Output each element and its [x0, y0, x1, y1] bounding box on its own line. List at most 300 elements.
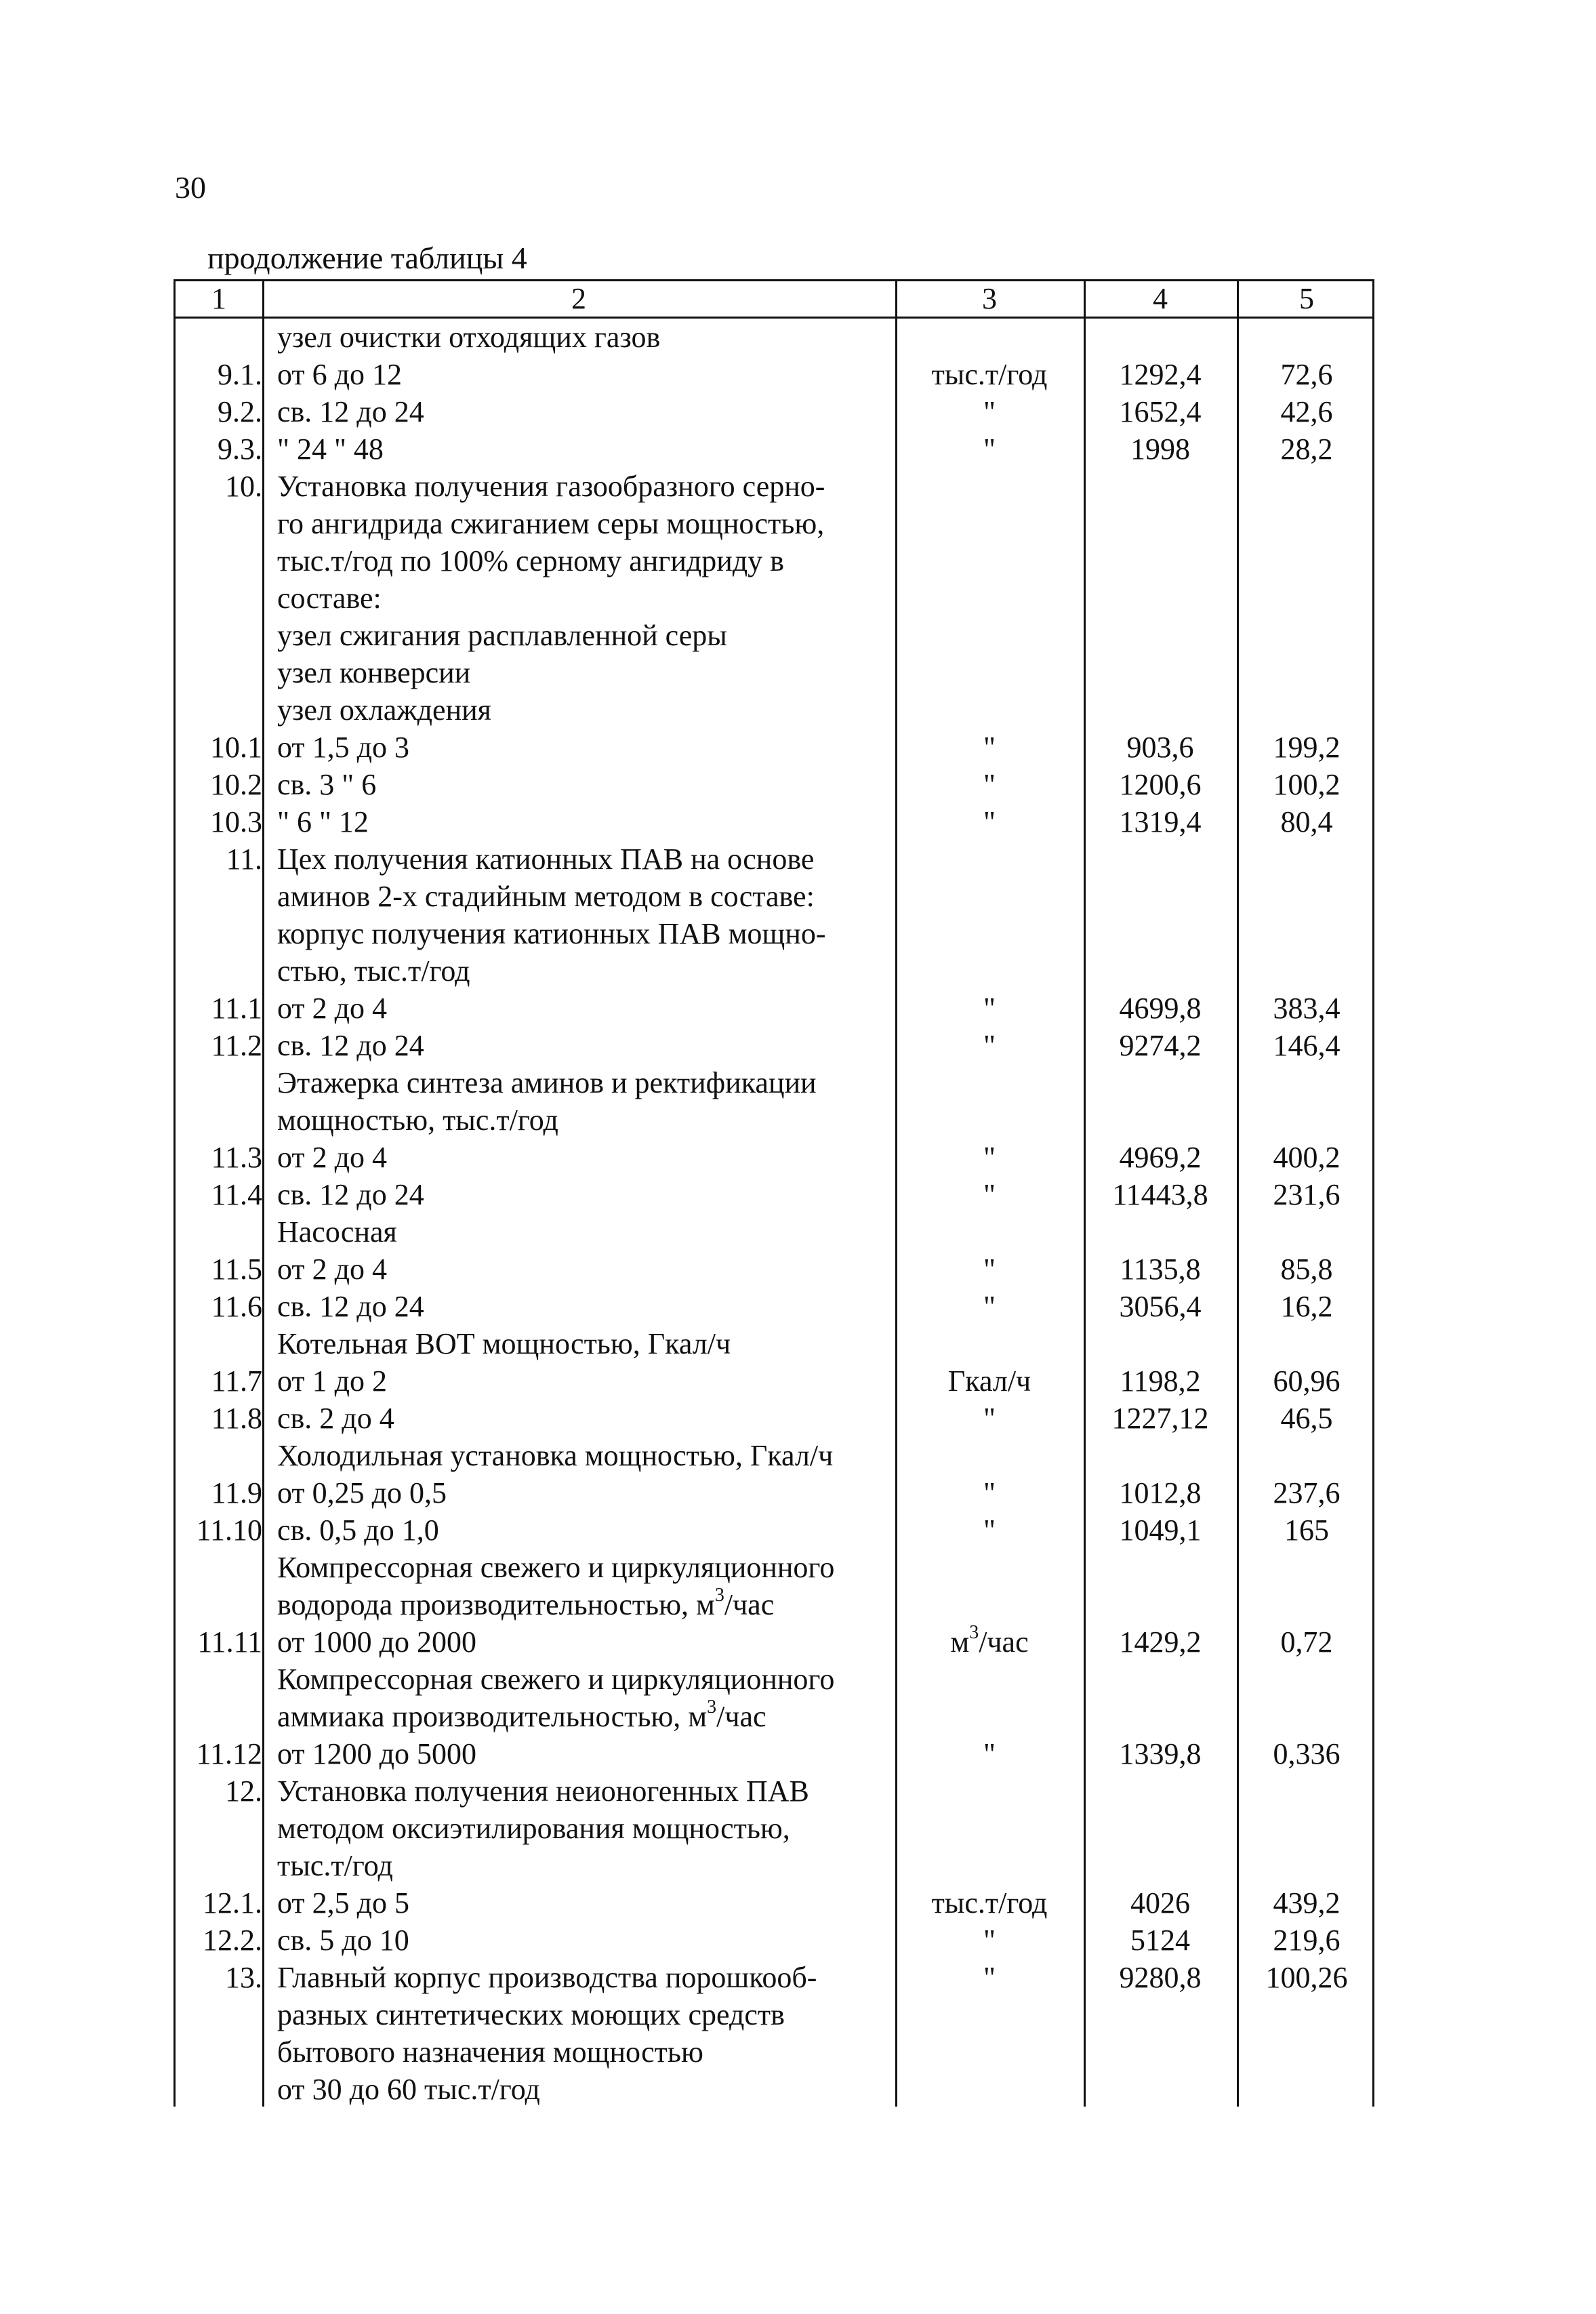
row-name: узел сжигания расплавленной серы [277, 619, 727, 652]
row-value-5 [1237, 1772, 1376, 1810]
row-unit [895, 952, 1084, 990]
superscript: 3 [969, 1622, 979, 1644]
row-name: Установка получения неионогенных ПАВ [277, 1774, 809, 1808]
row-unit [895, 1064, 1084, 1101]
table-row [176, 1996, 1372, 2033]
table-row [176, 915, 1372, 952]
row-value-5 [1237, 580, 1376, 617]
row-unit [895, 1549, 1084, 1586]
row-value-5: 60,96 [1273, 1364, 1341, 1398]
row-number: 11.6 [211, 1290, 262, 1323]
row-unit: " [983, 1029, 996, 1062]
row-unit [895, 1847, 1084, 1884]
row-value-5: 100,2 [1273, 768, 1341, 801]
row-unit [895, 1325, 1084, 1362]
row-unit: " [983, 1178, 996, 1211]
row-number: 9.3. [218, 432, 262, 466]
row-number: 12.1. [203, 1886, 262, 1920]
row-unit: " [983, 1476, 996, 1509]
row-value-4 [1084, 1325, 1237, 1362]
row-unit: " [983, 768, 996, 801]
row-value-5 [1237, 505, 1376, 542]
row-value-4 [1084, 1661, 1237, 1698]
row-value-4 [1084, 952, 1237, 990]
row-name: Главный корпус производства порошкооб- [277, 1961, 817, 1994]
row-value-5: 199,2 [1273, 731, 1341, 764]
row-value-4 [1084, 1586, 1237, 1623]
table-row [176, 1325, 1372, 1362]
row-name: " 24 " 48 [277, 432, 384, 466]
table-row [176, 878, 1372, 915]
row-value-4: 1319,4 [1119, 805, 1202, 838]
row-name: св. 2 до 4 [277, 1402, 394, 1435]
row-value-4 [1084, 878, 1237, 915]
row-name: от 2 до 4 [277, 992, 388, 1025]
row-unit: тыс.т/год [931, 358, 1048, 391]
row-value-4: 1200,6 [1119, 768, 1202, 801]
row-number [176, 505, 262, 542]
row-unit: " [983, 395, 996, 428]
row-name: Котельная ВОТ мощностью, Гкал/ч [277, 1327, 731, 1360]
row-value-4: 9280,8 [1119, 1961, 1202, 1994]
row-number: 11.4 [211, 1178, 262, 1211]
row-value-4 [1084, 2071, 1237, 2108]
row-number: 12.2. [203, 1924, 262, 1957]
row-unit: " [983, 1141, 996, 1174]
row-number [176, 1213, 262, 1251]
table-row [176, 1772, 1372, 1810]
row-value-4 [1084, 840, 1237, 878]
table-row [176, 654, 1372, 691]
row-unit [895, 319, 1084, 356]
row-value-5: 400,2 [1273, 1141, 1341, 1174]
row-value-5 [1237, 952, 1376, 990]
row-number [176, 542, 262, 580]
row-value-5 [1237, 617, 1376, 654]
table-row [176, 2071, 1372, 2108]
row-unit [895, 1810, 1084, 1847]
row-name: Холодильная установка мощностью, Гкал/ч [277, 1439, 834, 1472]
row-value-5 [1237, 319, 1376, 356]
row-value-4: 1049,1 [1119, 1514, 1202, 1547]
row-number [176, 319, 262, 356]
row-value-4 [1084, 654, 1237, 691]
row-name: св. 3 " 6 [277, 768, 377, 801]
table-row [176, 1586, 1372, 1623]
row-name: корпус получения катионных ПАВ мощно- [277, 917, 826, 950]
table-row [176, 990, 1372, 1027]
row-value-4 [1084, 691, 1237, 729]
table-row [176, 1362, 1372, 1400]
row-value-5: 383,4 [1273, 992, 1341, 1025]
table-row [176, 393, 1372, 430]
header-col-5: 5 [1299, 282, 1314, 315]
row-value-5: 85,8 [1280, 1253, 1333, 1286]
row-number: 10.3 [210, 805, 262, 838]
table-row [176, 1101, 1372, 1139]
row-number [176, 617, 262, 654]
row-value-4: 1339,8 [1119, 1737, 1202, 1770]
row-number: 12. [225, 1774, 262, 1808]
row-name: от 30 до 60 тыс.т/год [277, 2073, 540, 2106]
row-value-5: 46,5 [1280, 1402, 1333, 1435]
row-number [176, 2033, 262, 2071]
row-unit: " [983, 731, 996, 764]
row-value-4 [1084, 542, 1237, 580]
row-value-5 [1237, 1325, 1376, 1362]
row-value-5 [1237, 1101, 1376, 1139]
table-row [176, 1735, 1372, 1772]
table-row [176, 1810, 1372, 1847]
row-number [176, 1996, 262, 2033]
row-value-4: 903,6 [1126, 731, 1194, 764]
row-value-5: 231,6 [1273, 1178, 1341, 1211]
table-row [176, 430, 1372, 468]
table-row [176, 840, 1372, 878]
row-name: от 0,25 до 0,5 [277, 1476, 447, 1509]
row-unit: " [983, 805, 996, 838]
row-value-5: 0,72 [1280, 1625, 1333, 1659]
row-unit: $м^3$/час [950, 1622, 1029, 1659]
table-row [176, 766, 1372, 803]
row-name: от 6 до 12 [277, 358, 403, 391]
row-unit: " [983, 992, 996, 1025]
header-col-1: 1 [211, 282, 226, 315]
row-value-5: 80,4 [1280, 805, 1333, 838]
row-value-5 [1237, 2033, 1376, 2071]
table-row [176, 542, 1372, 580]
row-name: узел конверсии [277, 656, 471, 689]
row-name: Компрессорная свежего и циркуляционного [277, 1551, 835, 1584]
table-caption: продолжение таблицы 4 [207, 241, 527, 275]
row-name: от 2 до 4 [277, 1141, 388, 1174]
row-name: разных синтетических моющих средств [277, 1998, 785, 2031]
row-name: узел очистки отходящих газов [277, 321, 661, 354]
row-value-5: 16,2 [1280, 1290, 1333, 1323]
row-name: св. 0,5 до 1,0 [277, 1514, 439, 1547]
row-value-4 [1084, 617, 1237, 654]
row-value-4: 11443,8 [1112, 1178, 1208, 1211]
table-row [176, 319, 1372, 356]
row-value-5 [1237, 1810, 1376, 1847]
row-name: св. 12 до 24 [277, 1290, 424, 1323]
row-unit [895, 617, 1084, 654]
row-name: от 1 до 2 [277, 1364, 388, 1398]
table-row [176, 1474, 1372, 1511]
row-value-5: 219,6 [1273, 1924, 1341, 1957]
row-number [176, 1101, 262, 1139]
table-row [176, 1847, 1372, 1884]
row-unit [895, 1661, 1084, 1698]
table-row [176, 2033, 1372, 2071]
row-value-4 [1084, 468, 1237, 505]
table-row [176, 1959, 1372, 1996]
row-name: водорода производительностью, $м^3$/час [277, 1585, 775, 1621]
row-number [176, 1586, 262, 1623]
row-value-5 [1237, 654, 1376, 691]
row-value-4: 1012,8 [1119, 1476, 1202, 1509]
row-number [176, 1847, 262, 1884]
row-number: 10.2 [210, 768, 262, 801]
table-row [176, 1251, 1372, 1288]
row-value-4 [1084, 1996, 1237, 2033]
row-name: составе: [277, 582, 382, 615]
row-name: мощностью, тыс.т/год [277, 1103, 558, 1137]
table-row [176, 1884, 1372, 1922]
row-value-4 [1084, 1810, 1237, 1847]
row-unit [895, 1213, 1084, 1251]
header-col-2: 2 [571, 282, 586, 315]
table-header-row [176, 281, 1372, 319]
row-value-5 [1237, 691, 1376, 729]
row-value-5 [1237, 1437, 1376, 1474]
table-row [176, 1661, 1372, 1698]
row-value-5 [1237, 1549, 1376, 1586]
row-value-5 [1237, 1586, 1376, 1623]
row-value-4 [1084, 1772, 1237, 1810]
table-row [176, 1437, 1372, 1474]
row-value-4: 4699,8 [1119, 992, 1202, 1025]
row-name: го ангидрида сжиганием серы мощностью, [277, 507, 825, 540]
row-value-4: 4969,2 [1119, 1141, 1202, 1174]
row-value-4: 1652,4 [1119, 395, 1202, 428]
row-number [176, 2071, 262, 2108]
table-row [176, 803, 1372, 840]
row-number [176, 1698, 262, 1735]
row-name: методом оксиэтилирования мощностью, [277, 1812, 790, 1845]
row-value-4: 1429,2 [1119, 1625, 1202, 1659]
row-unit: " [983, 1290, 996, 1323]
row-unit [895, 840, 1084, 878]
row-value-5: 100,26 [1265, 1961, 1348, 1994]
row-value-5: 0,336 [1273, 1737, 1341, 1770]
row-value-5: 439,2 [1273, 1886, 1341, 1920]
row-number: 11.11 [197, 1625, 262, 1659]
row-value-5 [1237, 915, 1376, 952]
row-value-5 [1237, 878, 1376, 915]
row-name: от 1,5 до 3 [277, 731, 410, 764]
row-unit [895, 878, 1084, 915]
table-row [176, 1027, 1372, 1064]
table-row [176, 1288, 1372, 1325]
row-value-4: 1198,2 [1120, 1364, 1201, 1398]
row-value-5 [1237, 1847, 1376, 1884]
table-row [176, 468, 1372, 505]
row-value-5 [1237, 1996, 1376, 2033]
row-unit [895, 654, 1084, 691]
table-row [176, 356, 1372, 393]
header-col-4: 4 [1153, 282, 1168, 315]
row-unit [895, 1101, 1084, 1139]
row-number [176, 691, 262, 729]
row-value-5: 28,2 [1280, 432, 1333, 466]
row-value-4 [1084, 1847, 1237, 1884]
row-unit [895, 505, 1084, 542]
row-unit [895, 468, 1084, 505]
superscript: 3 [707, 1697, 717, 1718]
row-name: от 2,5 до 5 [277, 1886, 410, 1920]
row-number: 10. [225, 470, 262, 503]
header-col-3: 3 [982, 282, 997, 315]
row-unit: " [983, 432, 996, 466]
row-number [176, 952, 262, 990]
row-value-5 [1237, 2071, 1376, 2108]
row-name: Цех получения катионных ПАВ на основе [277, 843, 815, 876]
row-value-5 [1237, 468, 1376, 505]
row-name: " 6 " 12 [277, 805, 369, 838]
row-unit: " [983, 1402, 996, 1435]
row-value-4 [1084, 1213, 1237, 1251]
table-row [176, 1400, 1372, 1437]
row-value-4: 5124 [1130, 1924, 1190, 1957]
row-value-4 [1084, 1101, 1237, 1139]
row-name: тыс.т/год [277, 1849, 393, 1882]
row-number [176, 654, 262, 691]
row-name: Компрессорная свежего и циркуляционного [277, 1663, 835, 1696]
row-number [176, 1661, 262, 1698]
table-row [176, 952, 1372, 990]
row-value-4 [1084, 1437, 1237, 1474]
row-value-4: 1135,8 [1120, 1253, 1201, 1286]
table-row [176, 1623, 1372, 1661]
table-row [176, 505, 1372, 542]
row-value-5 [1237, 1213, 1376, 1251]
row-number [176, 878, 262, 915]
row-value-4: 4026 [1130, 1886, 1190, 1920]
row-number [176, 1437, 262, 1474]
page-number: 30 [175, 170, 206, 205]
row-value-5 [1237, 840, 1376, 878]
row-unit [895, 2033, 1084, 2071]
row-value-5: 237,6 [1273, 1476, 1341, 1509]
row-number: 9.2. [218, 395, 262, 428]
row-unit [895, 1698, 1084, 1735]
row-value-5: 42,6 [1280, 395, 1333, 428]
row-number: 11.9 [211, 1476, 262, 1509]
row-name: св. 5 до 10 [277, 1924, 409, 1957]
row-number: 11.2 [211, 1029, 262, 1062]
row-unit: " [983, 1737, 996, 1770]
row-name: от 2 до 4 [277, 1253, 388, 1286]
row-number: 9.1. [218, 358, 262, 391]
row-number: 11.8 [211, 1402, 262, 1435]
row-unit: Гкал/ч [947, 1364, 1031, 1398]
row-unit [895, 1437, 1084, 1474]
row-value-4 [1084, 915, 1237, 952]
row-value-4: 1292,4 [1119, 358, 1202, 391]
row-unit [895, 542, 1084, 580]
row-value-5: 146,4 [1273, 1029, 1341, 1062]
row-unit: " [983, 1253, 996, 1286]
row-number: 11.3 [211, 1141, 262, 1174]
row-number: 11.12 [196, 1737, 262, 1770]
row-value-4 [1084, 1698, 1237, 1735]
row-name: от 1000 до 2000 [277, 1625, 477, 1659]
table-row [176, 580, 1372, 617]
row-name: Насосная [277, 1215, 397, 1249]
table-row [176, 1176, 1372, 1213]
row-number: 11. [226, 843, 262, 876]
table-row [176, 617, 1372, 654]
table-row [176, 1213, 1372, 1251]
row-value-5: 72,6 [1280, 358, 1333, 391]
table-row [176, 729, 1372, 766]
row-unit: " [983, 1961, 996, 1994]
row-value-4: 9274,2 [1119, 1029, 1202, 1062]
row-name: от 1200 до 5000 [277, 1737, 477, 1770]
row-value-4: 1998 [1130, 432, 1190, 466]
row-number [176, 1064, 262, 1101]
table-row [176, 1698, 1372, 1735]
row-name: узел охлаждения [277, 693, 491, 727]
row-value-5: 165 [1284, 1514, 1329, 1547]
row-number: 10.1 [210, 731, 262, 764]
row-name: аминов 2-х стадийным методом в составе: [277, 880, 815, 913]
row-value-4: 3056,4 [1119, 1290, 1202, 1323]
row-unit [895, 2071, 1084, 2108]
table-row [176, 1549, 1372, 1586]
row-unit [895, 1996, 1084, 2033]
row-unit: " [983, 1514, 996, 1547]
row-value-4: 1227,12 [1111, 1402, 1209, 1435]
row-number [176, 1810, 262, 1847]
row-unit [895, 691, 1084, 729]
row-number [176, 1549, 262, 1586]
table-row [176, 691, 1372, 729]
row-name: Этажерка синтеза аминов и ректификации [277, 1066, 817, 1099]
row-value-4 [1084, 2033, 1237, 2071]
row-number: 11.1 [211, 992, 262, 1025]
row-value-4 [1084, 505, 1237, 542]
table-row [176, 1139, 1372, 1176]
row-number [176, 1325, 262, 1362]
row-number: 13. [225, 1961, 262, 1994]
row-number: 11.5 [211, 1253, 262, 1286]
row-value-4 [1084, 1549, 1237, 1586]
row-name: св. 12 до 24 [277, 1178, 424, 1211]
row-value-4 [1084, 1064, 1237, 1101]
row-name: св. 12 до 24 [277, 1029, 424, 1062]
row-number: 11.7 [211, 1364, 262, 1398]
row-unit [895, 1586, 1084, 1623]
row-value-4 [1084, 319, 1237, 356]
row-unit: " [983, 1924, 996, 1957]
row-value-4 [1084, 580, 1237, 617]
row-value-5 [1237, 1698, 1376, 1735]
row-name: аммиака производительностью, $м^3$/час [277, 1697, 766, 1733]
row-unit [895, 915, 1084, 952]
table-row [176, 1511, 1372, 1549]
row-name: св. 12 до 24 [277, 395, 424, 428]
row-name: тыс.т/год по 100% серному ангидриду в [277, 544, 784, 577]
row-value-5 [1237, 542, 1376, 580]
row-value-5 [1237, 1064, 1376, 1101]
row-unit [895, 1772, 1084, 1810]
row-number [176, 915, 262, 952]
row-number [176, 580, 262, 617]
row-number: 11.10 [196, 1514, 262, 1547]
row-name: бытового назначения мощностью [277, 2035, 703, 2069]
table-row [176, 1064, 1372, 1101]
data-table [173, 279, 1374, 2107]
row-unit [895, 580, 1084, 617]
row-name: Установка получения газообразного серно- [277, 470, 825, 503]
table-row [176, 1922, 1372, 1959]
row-value-5 [1237, 1661, 1376, 1698]
row-name: стью, тыс.т/год [277, 954, 470, 988]
superscript: 3 [714, 1585, 724, 1606]
row-unit: тыс.т/год [931, 1886, 1048, 1920]
